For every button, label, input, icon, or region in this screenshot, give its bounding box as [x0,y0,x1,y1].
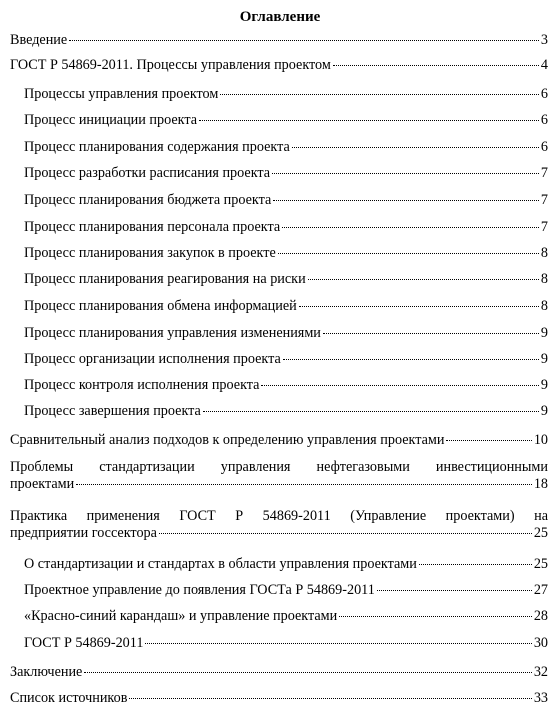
toc-entry-title: О стандартизации и стандартах в области управления проектами [24,556,417,572]
dot-leader [446,440,531,441]
toc-entry-title: Процесс планирования обмена информацией [24,298,297,314]
toc-entry[interactable] [24,271,548,288]
toc-entry[interactable] [10,508,548,542]
toc-page-number: 10 [533,432,548,448]
toc-entry[interactable] [24,245,548,262]
toc-entry[interactable] [10,57,548,74]
dot-leader [159,533,532,534]
toc-entry-title: Процесс планирования содержания проекта [24,139,290,155]
dot-leader [292,147,539,148]
toc-page-number: 4 [540,57,548,73]
toc-page-number: 8 [540,298,548,314]
toc-entry-title: Процессы управления проектом [24,86,219,102]
toc-entry[interactable] [24,112,548,129]
toc-entry-title: «Красно-синий карандаш» и управление проектами [24,608,338,624]
dot-leader [323,333,539,334]
toc-page-number: 33 [533,690,548,706]
toc-entry-title: Процесс планирования реагирования на риски [24,271,306,287]
toc-page-number: 7 [540,219,548,235]
dot-leader [145,643,531,644]
toc-page-number: 9 [540,377,548,393]
dot-leader [84,672,531,673]
toc-entry[interactable] [10,32,548,49]
toc-entry[interactable] [24,556,548,573]
toc-entry[interactable] [24,139,548,156]
toc-entry[interactable] [10,690,548,707]
toc-entry-title: Сравнительный анализ подходов к определению управления проектами [10,432,445,448]
toc-page-number: 8 [540,271,548,287]
toc-entry[interactable] [24,403,548,420]
dot-leader [261,385,538,386]
toc-entry-title: проектами [10,476,75,492]
dot-leader [129,698,531,699]
toc-page-number: 9 [540,403,548,419]
dot-leader [199,120,539,121]
dot-leader [308,279,539,280]
dot-leader [203,411,539,412]
toc-entry-title: ГОСТ Р 54869-2011 [24,635,144,651]
toc-page-number: 30 [533,635,548,651]
dot-leader [377,590,532,591]
toc-entry[interactable] [24,635,548,652]
dot-leader [282,227,539,228]
toc-entry-title: Заключение [10,664,83,680]
toc-entry[interactable] [24,219,548,236]
toc-entry[interactable] [24,582,548,599]
toc-page-number: 3 [540,32,548,48]
dot-leader [419,564,532,565]
toc-page-number: 6 [540,86,548,102]
toc-page-number: 6 [540,112,548,128]
dot-leader [220,94,539,95]
toc-page-number: 32 [533,664,548,680]
toc-page-number: 18 [533,476,548,492]
toc-page-number: 27 [533,582,548,598]
dot-leader [299,306,539,307]
toc-entry-title: Процесс организации исполнения проекта [24,351,281,367]
dot-leader [278,253,539,254]
toc-entry-title: Введение [10,32,68,48]
toc-entry[interactable] [24,325,548,342]
toc-entry[interactable] [24,351,548,368]
toc-page-number: 28 [533,608,548,624]
toc-entry[interactable] [24,192,548,209]
toc-entry-title: предприятии госсектора [10,525,157,541]
toc-entry-title: Процесс планирования закупок в проекте [24,245,276,261]
toc-page-number: 6 [540,139,548,155]
toc-entry[interactable] [24,608,548,625]
toc-entry-title-line1: Проблемы стандартизации управления нефтегазовыми инвестиционными [10,459,548,475]
toc-entry[interactable] [10,459,548,493]
dot-leader [76,484,532,485]
dot-leader [273,200,539,201]
toc-entry-title: Процесс контроля исполнения проекта [24,377,260,393]
toc-entry[interactable] [24,165,548,182]
toc-page-number: 9 [540,325,548,341]
toc-entry-title: Проектное управление до появления ГОСТа Р 54869-2011 [24,582,375,598]
toc-entry[interactable] [10,432,548,449]
toc-entry-title: Процесс завершения проекта [24,403,201,419]
toc-title: Оглавление [239,9,321,25]
dot-leader [69,40,539,41]
dot-leader [283,359,539,360]
toc-entry-title: Процесс планирования бюджета проекта [24,192,272,208]
toc-page-number: 25 [533,556,548,572]
toc-entry[interactable] [24,298,548,315]
toc-entry-title-line1: Практика применения ГОСТ Р 54869-2011 (Управление проектами) на [10,508,548,524]
toc-entry-title: Процесс планирования персонала проекта [24,219,281,235]
toc-page-number: 8 [540,245,548,261]
toc-page-number: 7 [540,165,548,181]
toc-page-number: 25 [533,525,548,541]
dot-leader [272,173,539,174]
toc-entry-title: Процесс планирования управления изменениями [24,325,321,341]
dot-leader [333,65,539,66]
toc-page-number: 9 [540,351,548,367]
toc-entry-title: Список источников [10,690,128,706]
toc-entry[interactable] [24,86,548,103]
toc-entry[interactable] [10,664,548,681]
toc-entry[interactable] [24,377,548,394]
dot-leader [339,616,532,617]
toc-entry-title: Процесс разработки расписания проекта [24,165,271,181]
toc-entry-title: Процесс инициации проекта [24,112,198,128]
toc-page-number: 7 [540,192,548,208]
toc-entry-title: ГОСТ Р 54869-2011. Процессы управления проектом [10,57,331,73]
